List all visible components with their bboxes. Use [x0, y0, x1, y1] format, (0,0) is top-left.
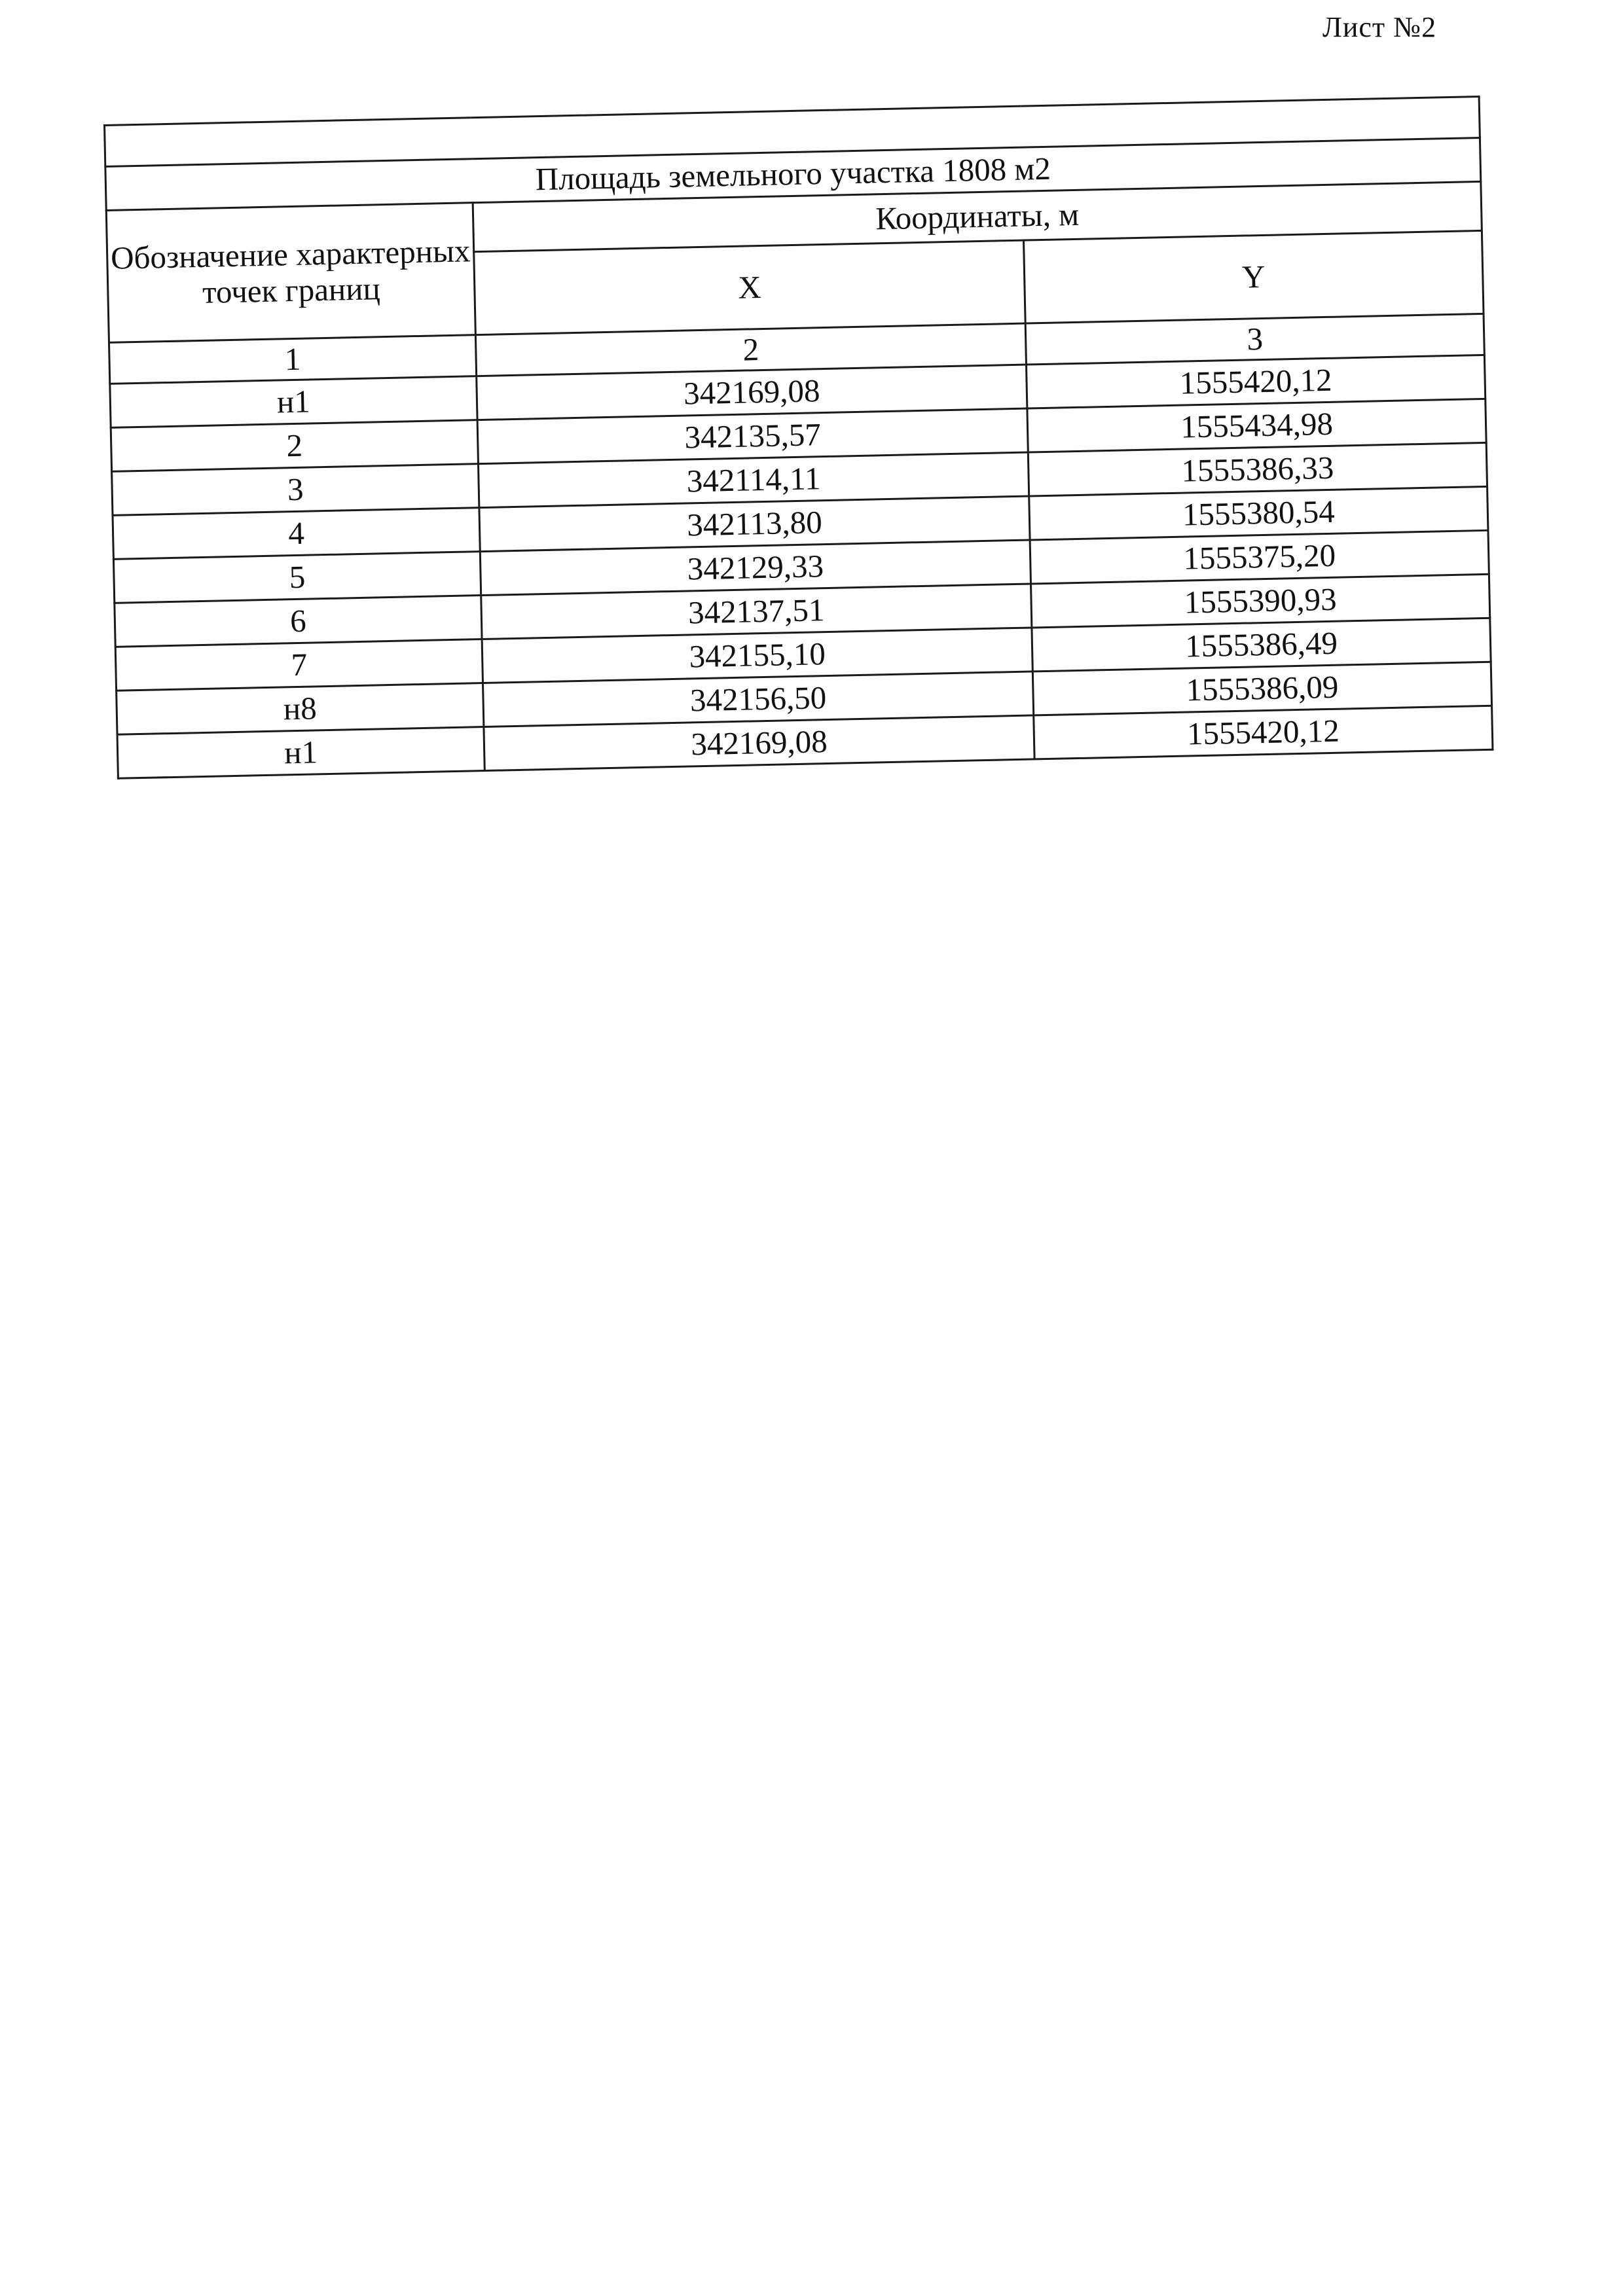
y-value: 1555420,12: [1026, 355, 1485, 408]
x-value: 342156,50: [483, 672, 1034, 727]
point-label: н8: [117, 683, 484, 735]
y-value: 1555420,12: [1034, 706, 1493, 759]
y-value: 1555386,09: [1032, 662, 1491, 715]
x-column-header: X: [474, 240, 1025, 335]
y-column-header: Y: [1024, 230, 1484, 323]
coordinates-table-container: [103, 96, 1492, 780]
point-label: 3: [112, 464, 479, 516]
y-value: 1555390,93: [1031, 574, 1490, 628]
y-value: 1555380,54: [1029, 486, 1488, 540]
x-value: 342113,80: [479, 496, 1030, 552]
point-label: н1: [117, 727, 484, 779]
point-label: 5: [113, 552, 481, 603]
point-label: 7: [115, 639, 483, 691]
y-value: 1555375,20: [1030, 530, 1489, 584]
point-column-header: Обозначение характерных точек границ: [106, 203, 475, 343]
x-value: 342135,57: [477, 408, 1028, 464]
y-value: 1555386,33: [1028, 442, 1487, 496]
column-number: 3: [1025, 314, 1484, 365]
x-value: 342169,08: [484, 715, 1034, 771]
point-label: н1: [110, 376, 477, 428]
x-value: 342155,10: [482, 628, 1032, 683]
y-value: 1555386,49: [1032, 618, 1491, 672]
point-label: 4: [113, 508, 480, 560]
x-value: 342129,33: [480, 540, 1030, 596]
coords-group-header: Координаты, м: [473, 181, 1482, 251]
column-number: 2: [475, 323, 1026, 376]
column-number: 1: [109, 335, 476, 384]
x-value: 342169,08: [477, 365, 1027, 420]
x-value: 342114,11: [478, 452, 1029, 508]
coordinates-table: [103, 96, 1494, 780]
x-value: 342137,51: [481, 584, 1032, 639]
point-label: 2: [111, 420, 478, 472]
point-label: 6: [115, 596, 482, 647]
area-caption: Площадь земельного участка 1808 м2: [105, 137, 1481, 210]
y-value: 1555434,98: [1027, 399, 1486, 452]
sheet-number-label: Лист №2: [1322, 11, 1437, 43]
